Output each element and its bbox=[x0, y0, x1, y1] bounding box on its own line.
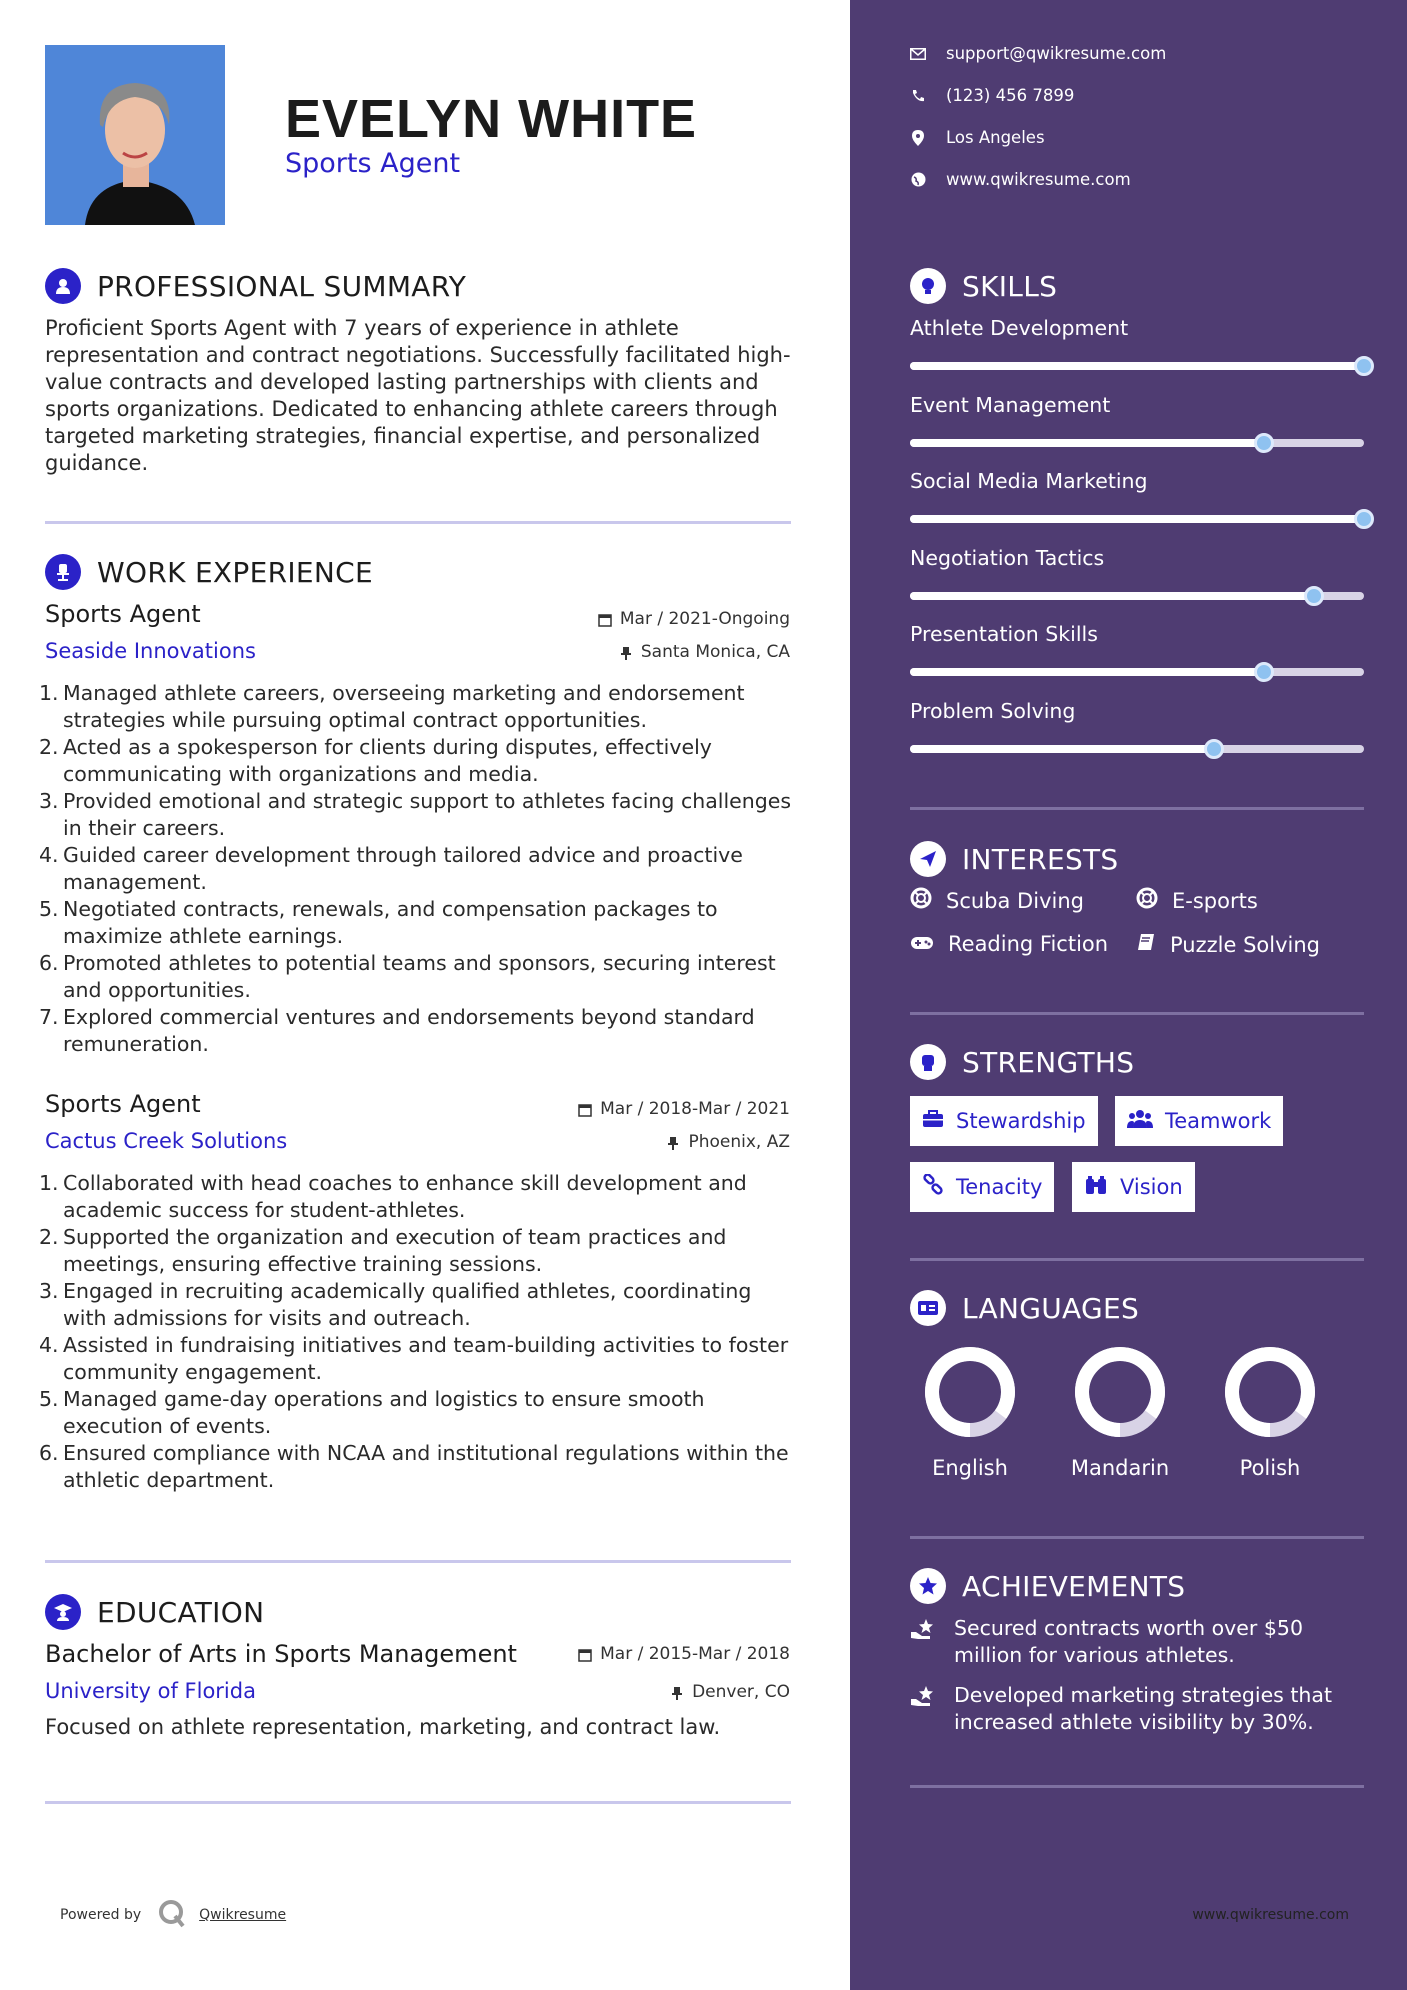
divider bbox=[910, 1536, 1364, 1539]
gamepad-icon bbox=[910, 932, 934, 956]
language-ring bbox=[1220, 1342, 1320, 1442]
skill-slider-knob bbox=[1254, 433, 1274, 453]
link-icon bbox=[922, 1174, 944, 1201]
calendar-icon bbox=[598, 612, 612, 626]
divider bbox=[45, 521, 791, 524]
skill-bar-fill bbox=[910, 745, 1214, 753]
skill-bar bbox=[910, 745, 1364, 753]
achievement-item: Developed marketing strategies that increased athlete visibility by 30%. bbox=[910, 1682, 1360, 1736]
duty-item: Collaborated with head coaches to enhance skill development and academic success for student-athletes. bbox=[63, 1171, 747, 1222]
graduate-icon bbox=[45, 1594, 81, 1630]
duty-item: Explored commercial ventures and endorsements beyond standard remuneration. bbox=[63, 1005, 755, 1056]
pin-icon bbox=[670, 1685, 684, 1699]
qwikresume-logo-icon bbox=[157, 1898, 187, 1932]
skill-label: Athlete Development bbox=[910, 316, 1129, 340]
duty-item: Managed athlete careers, overseeing marketing and endorsement strategies while pursuing optimal contract opportunities. bbox=[63, 681, 745, 732]
divider bbox=[45, 1801, 791, 1804]
pin-icon bbox=[666, 1135, 680, 1149]
strength-badge: Teamwork bbox=[1115, 1096, 1283, 1146]
experience-heading: WORK EXPERIENCE bbox=[97, 555, 373, 589]
skill-bar-fill bbox=[910, 362, 1364, 370]
experience-header bbox=[45, 554, 373, 590]
interest-item: Reading Fiction bbox=[910, 932, 1108, 956]
skill-label: Problem Solving bbox=[910, 698, 1076, 723]
map-marker-icon bbox=[910, 130, 926, 146]
skill-bar-fill bbox=[910, 592, 1314, 600]
skill-bar-fill bbox=[910, 668, 1264, 676]
globe-icon bbox=[910, 172, 926, 188]
pin-icon bbox=[619, 645, 633, 659]
strength-badge: Stewardship bbox=[910, 1096, 1098, 1146]
skill-slider-knob bbox=[1304, 586, 1324, 606]
candidate-name: EVELYN WHITE bbox=[285, 89, 698, 149]
language-label: Polish bbox=[1239, 1456, 1301, 1480]
interest-item: Puzzle Solving bbox=[1136, 932, 1320, 957]
binoculars-icon bbox=[1084, 1175, 1108, 1200]
lightbulb-icon bbox=[910, 268, 946, 304]
contact-location: Los Angeles bbox=[910, 128, 1045, 147]
education-dates: Mar / 2015-Mar / 2018 bbox=[578, 1644, 790, 1664]
footer-powered bbox=[60, 1898, 286, 1932]
skill-bar bbox=[910, 439, 1364, 447]
education-header bbox=[45, 1594, 264, 1630]
skill-bar bbox=[910, 592, 1364, 600]
achievement-item: Secured contracts worth over $50 million for various athletes. bbox=[910, 1615, 1360, 1669]
language-item bbox=[1060, 1342, 1180, 1480]
skill-slider-knob bbox=[1354, 356, 1374, 376]
fist-icon bbox=[910, 1044, 946, 1080]
job-title: Sports Agent bbox=[45, 600, 201, 628]
summary-text: Proficient Sports Agent with 7 years of experience in athlete representation and contract negotiations. Successfully facilitated high-value contracts and developed lasting partnerships with clients and sports organizations. Dedicated to enhancing athlete careers through targeted marketing strategies, financial expertise, and personalized guidance. bbox=[45, 316, 791, 475]
divider bbox=[910, 807, 1364, 810]
duty-item: Managed game-day operations and logistics to ensure smooth execution of events. bbox=[63, 1387, 705, 1438]
education-location: Denver, CO bbox=[670, 1682, 790, 1702]
language-label: Mandarin bbox=[1070, 1456, 1170, 1480]
duty-item: Promoted athletes to potential teams and sponsors, securing interest and opportunities. bbox=[63, 951, 776, 1002]
qwikresume-link[interactable]: Qwikresume bbox=[199, 1907, 287, 1923]
calendar-icon bbox=[578, 1102, 592, 1116]
duty-item: Assisted in fundraising initiatives and team-building activities to foster community engagement. bbox=[63, 1333, 789, 1384]
envelope-icon bbox=[910, 46, 926, 62]
job-duties bbox=[45, 680, 795, 1058]
divider bbox=[910, 1258, 1364, 1261]
language-label: English bbox=[932, 1456, 1008, 1480]
company-name: Cactus Creek Solutions bbox=[45, 1129, 288, 1153]
duty-item: Provided emotional and strategic support to athletes facing challenges in their careers. bbox=[63, 789, 792, 840]
users-icon bbox=[1127, 1109, 1153, 1134]
skill-bar-fill bbox=[910, 515, 1364, 523]
contact-website: www.qwikresume.com bbox=[910, 170, 1131, 189]
contact-email: support@qwikresume.com bbox=[910, 44, 1166, 63]
lifebuoy-icon bbox=[1136, 887, 1158, 914]
skill-slider-knob bbox=[1204, 739, 1224, 759]
duty-item: Guided career development through tailored advice and proactive management. bbox=[63, 843, 743, 894]
duty-item: Engaged in recruiting academically qualified athletes, coordinating with admissions for visits and outreach. bbox=[63, 1279, 752, 1330]
skill-slider-knob bbox=[1354, 509, 1374, 529]
achievements-heading: ACHIEVEMENTS bbox=[962, 1569, 1186, 1603]
skill-label: Presentation Skills bbox=[910, 622, 1098, 646]
duty-item: Supported the organization and execution of team practices and meetings, ensuring effective training sessions. bbox=[63, 1225, 727, 1276]
strengths-header bbox=[910, 1044, 1134, 1080]
education-heading: EDUCATION bbox=[97, 1595, 265, 1629]
job-location: Santa Monica, CA bbox=[619, 642, 790, 662]
strengths-heading: STRENGTHS bbox=[962, 1045, 1135, 1079]
candidate-title: Sports Agent bbox=[285, 148, 461, 179]
contact-phone: (123) 456 7899 bbox=[910, 86, 1074, 105]
footer-website[interactable]: www.qwikresume.com bbox=[1192, 1907, 1349, 1923]
job-dates: Mar / 2018-Mar / 2021 bbox=[578, 1099, 790, 1119]
sidebar bbox=[850, 0, 1407, 1990]
language-ring bbox=[1070, 1342, 1170, 1442]
interest-item: Scuba Diving bbox=[910, 887, 1084, 914]
skill-bar bbox=[910, 362, 1364, 370]
divider bbox=[45, 1560, 791, 1563]
summary-heading: PROFESSIONAL SUMMARY bbox=[97, 269, 467, 303]
skill-bar bbox=[910, 515, 1364, 523]
star-hand-icon bbox=[910, 1685, 940, 1736]
skills-header bbox=[910, 268, 1057, 304]
skill-label: Negotiation Tactics bbox=[910, 545, 1105, 570]
skills-heading: SKILLS bbox=[962, 269, 1058, 303]
education-description: Focused on athlete representation, marketing, and contract law. bbox=[45, 1715, 721, 1739]
language-card-icon bbox=[910, 1290, 946, 1326]
skill-bar-fill bbox=[910, 439, 1264, 447]
paper-plane-icon bbox=[910, 841, 946, 877]
star-badge-icon bbox=[910, 1568, 946, 1604]
office-chair-icon bbox=[45, 554, 81, 590]
user-icon bbox=[45, 268, 81, 304]
languages-header bbox=[910, 1290, 1139, 1326]
duty-item: Ensured compliance with NCAA and institutional regulations within the athletic department. bbox=[63, 1441, 789, 1492]
job-dates: Mar / 2021-Ongoing bbox=[598, 609, 790, 629]
job-title: Sports Agent bbox=[45, 1090, 201, 1118]
job-location: Phoenix, AZ bbox=[666, 1132, 790, 1152]
skill-label: Event Management bbox=[910, 392, 1111, 417]
summary-header bbox=[45, 268, 466, 304]
strength-badge: Tenacity bbox=[910, 1162, 1054, 1212]
profile-photo bbox=[45, 45, 225, 225]
language-item bbox=[910, 1342, 1030, 1480]
star-hand-icon bbox=[910, 1618, 940, 1669]
powered-by-label: Powered by bbox=[60, 1907, 142, 1923]
degree: Bachelor of Arts in Sports Management bbox=[45, 1640, 517, 1668]
phone-icon bbox=[910, 88, 926, 104]
job-duties bbox=[45, 1170, 795, 1494]
interests-header bbox=[910, 841, 1119, 877]
calendar-icon bbox=[578, 1647, 592, 1661]
interest-item: E-sports bbox=[1136, 887, 1258, 914]
interests-heading: INTERESTS bbox=[962, 842, 1119, 876]
language-ring bbox=[920, 1342, 1020, 1442]
skill-label: Social Media Marketing bbox=[910, 469, 1148, 493]
divider bbox=[910, 1785, 1364, 1788]
briefcase-icon bbox=[922, 1109, 944, 1133]
languages-heading: LANGUAGES bbox=[962, 1291, 1140, 1325]
school-name: University of Florida bbox=[45, 1679, 256, 1703]
divider bbox=[910, 1012, 1364, 1015]
strength-badge: Vision bbox=[1072, 1162, 1195, 1212]
duty-item: Negotiated contracts, renewals, and compensation packages to maximize athlete earnings. bbox=[63, 897, 718, 948]
achievements-header bbox=[910, 1568, 1185, 1604]
company-name: Seaside Innovations bbox=[45, 639, 256, 663]
book-icon bbox=[1136, 932, 1156, 957]
duty-item: Acted as a spokesperson for clients during disputes, effectively communicating with organizations and media. bbox=[63, 735, 712, 786]
language-item bbox=[1210, 1342, 1330, 1480]
lifebuoy-icon bbox=[910, 887, 932, 914]
skill-slider-knob bbox=[1254, 662, 1274, 682]
skill-bar bbox=[910, 668, 1364, 676]
